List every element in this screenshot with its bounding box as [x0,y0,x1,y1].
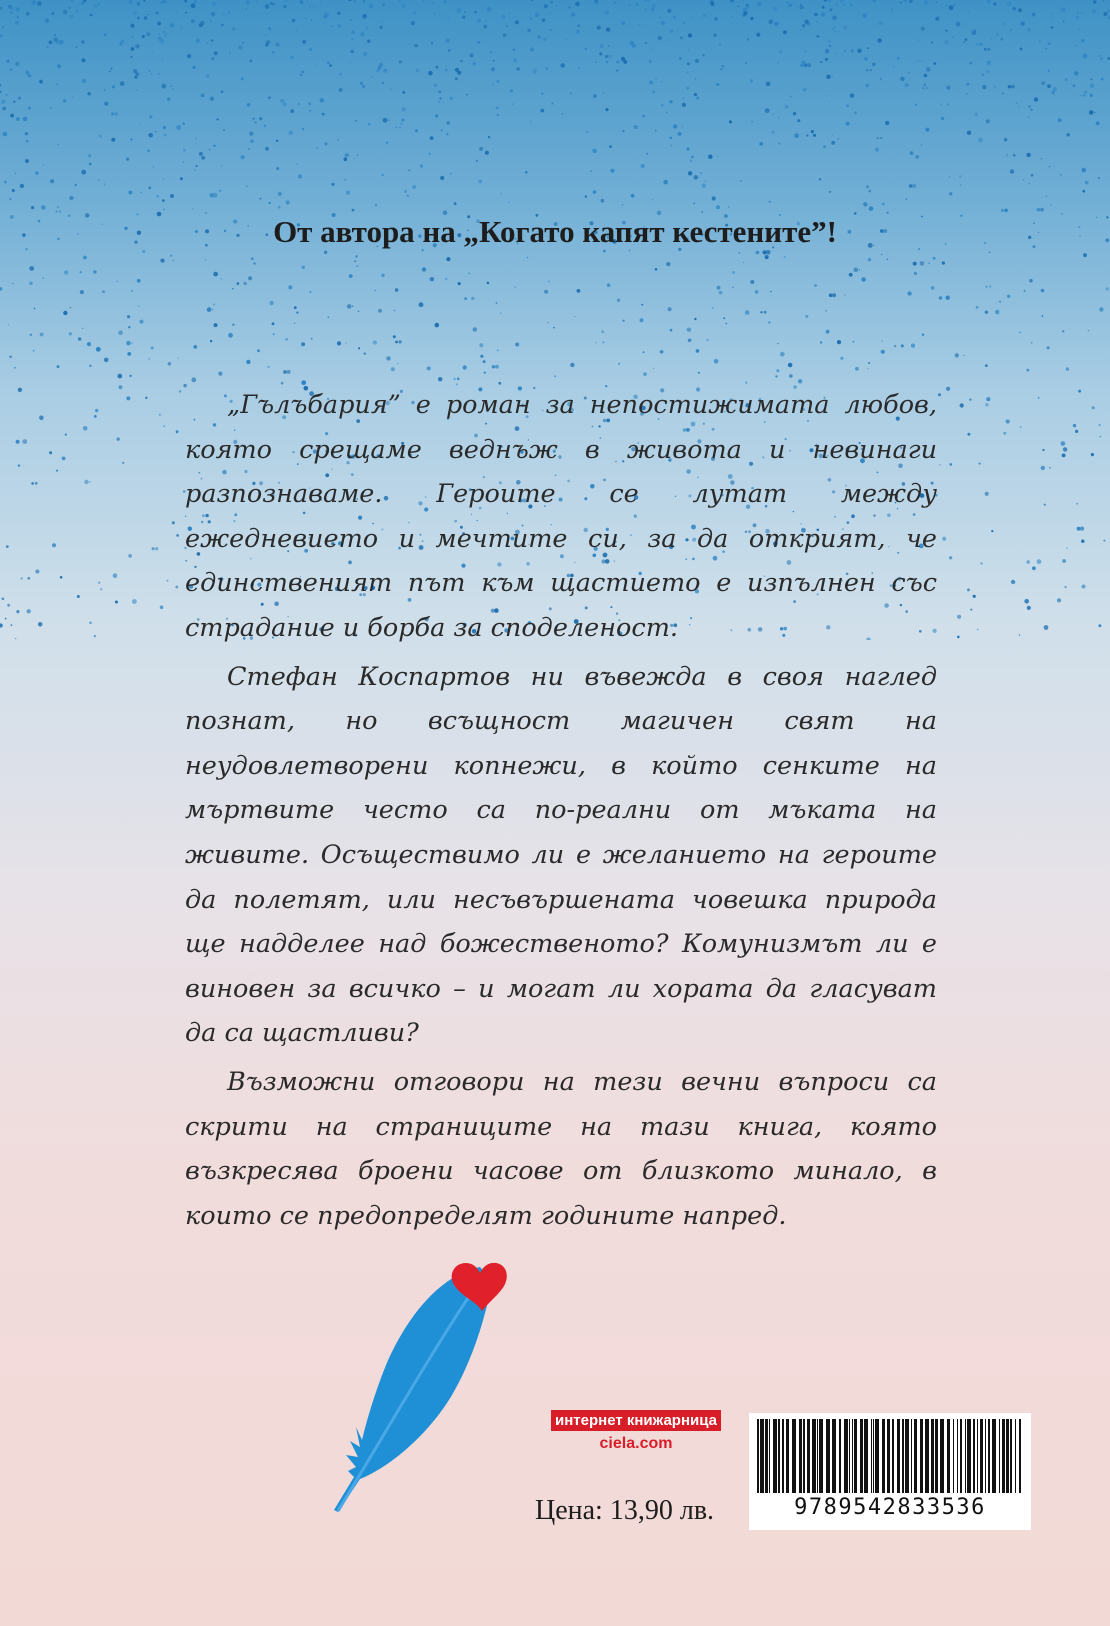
description-paragraph-1: „Гълъбария” е роман за непостижимата любов, която срещаме веднъж в живота и невинаги разпознаваме. Героите се лутат между ежедневието и мечтите си, за да открият, че единственият път към щастието е изпълнен със страдание и борба за споделеност. [185,390,937,643]
feather-shaft [338,1295,470,1511]
online-bookstore-logo [531,1410,741,1453]
book-description [185,383,937,1238]
description-paragraph-2: Стефан Коспартов ни въвежда в своя наглед познат, но всъщност магичен свят на неудовлетворени копнежи, в който сенките на мъртвите често са по-реални от мъката на живите. Осъществимо ли е желанието на героите да полетят, или несъвършената човешка природа ще надделее над божественото? Комунизмът ли е виновен за всичко – и могат ли хората да гласуват да са щастливи? [185,661,937,1049]
feather-heart-icon [320,1255,520,1515]
isbn-barcode [749,1413,1031,1530]
feather-icon [334,1267,492,1512]
isbn-number: 9789542833536 [794,1495,986,1520]
price-label: Цена: 13,90 лв. [535,1495,715,1526]
description-paragraph-3: Възможни отговори на тези вечни въпроси са скрити на страниците на тази книга, която възкресява броени часове от близкото минало, в които се предопределят годините напред. [185,1066,937,1231]
author-tagline: От автора на „Когато капят кестените”! [273,214,837,249]
bookstore-badge: интернет книжарница [551,1410,721,1431]
bookstore-url: ciela.com [599,1435,673,1452]
